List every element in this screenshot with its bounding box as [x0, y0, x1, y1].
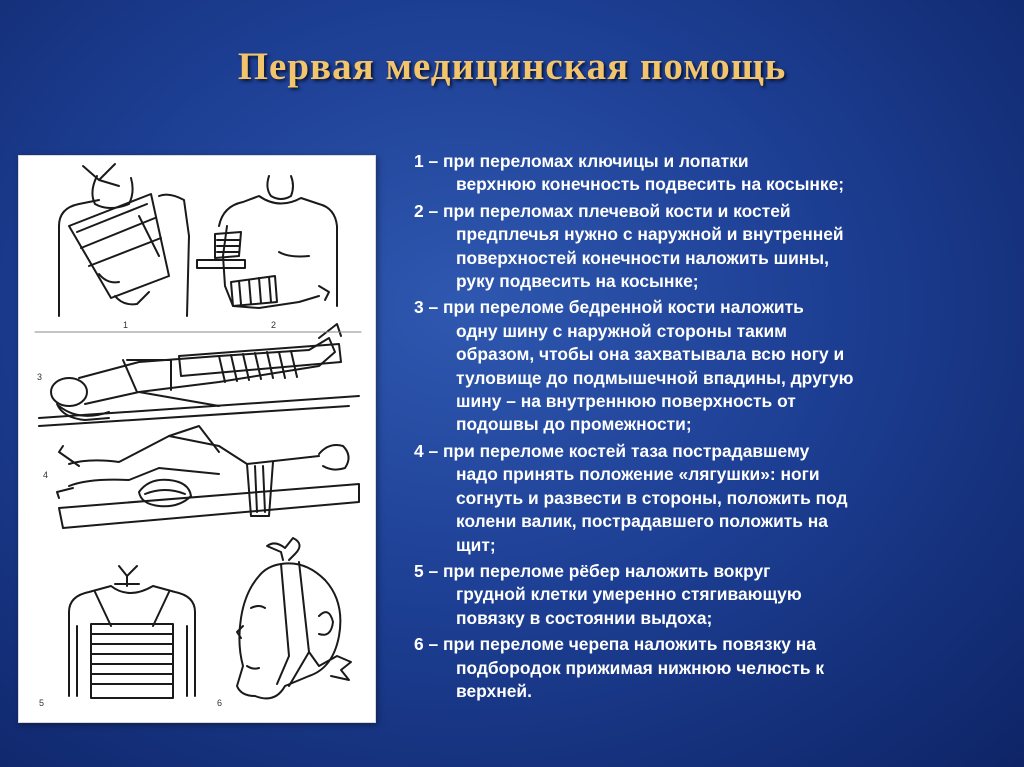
panel-label-5: 5: [39, 698, 45, 708]
instruction-line: руку подвесить на косынке;: [456, 271, 699, 292]
instruction-line: одну шину с наружной стороны таким: [456, 320, 788, 341]
slide-title: Первая медицинская помощь: [237, 45, 787, 88]
instruction-line: 1 – при переломах ключицы и лопатки: [414, 151, 749, 171]
instruction-line: 4 – при переломе костей таза пострадавшему: [414, 440, 810, 461]
instruction-line: туловище до подмышечной впадины, другую: [456, 367, 854, 388]
instruction-item-3: [414, 296, 1010, 436]
instruction-line: подошвы до промежности;: [456, 414, 692, 435]
first-aid-illustration: [18, 155, 376, 723]
instructions-list: [414, 150, 1010, 706]
sling-figure: [59, 164, 189, 316]
instruction-line: предплечья нужно с наружной и внутренней: [456, 224, 844, 245]
panel-label-1: 1: [123, 320, 129, 330]
instruction-line: 3 – при переломе бедренной кости наложить: [414, 297, 804, 318]
instruction-line: подбородок прижимая нижнюю челюсть к: [456, 657, 825, 678]
rib-bandage-figure: [69, 566, 195, 698]
instruction-line: образом, чтобы она захватывала всю ногу и: [456, 344, 845, 365]
instruction-line: верхней.: [456, 680, 532, 701]
instruction-line: грудной клетки умеренно стягивающую: [456, 584, 802, 605]
instruction-item-1: [414, 150, 1010, 197]
pelvis-frog-position-figure: [57, 426, 359, 528]
instruction-line: 2 – при переломах плечевой кости и костей: [414, 200, 791, 221]
panel-label-3: 3: [37, 372, 43, 382]
instruction-line: повязку в состоянии выдоха;: [456, 607, 713, 628]
panel-label-4: 4: [43, 470, 49, 480]
instruction-line: надо принять положение «лягушки»: ноги: [456, 464, 820, 485]
instruction-line: согнуть и развести в стороны, положить под: [456, 487, 848, 508]
instruction-line: шину – на внутреннюю поверхность от: [456, 391, 796, 412]
panel-label-2: 2: [271, 320, 277, 330]
instruction-line: щит;: [456, 534, 496, 555]
femur-splint-figure: [39, 324, 359, 426]
instruction-line: поверхностей конечности наложить шины,: [456, 247, 829, 268]
arm-splint-figure: [197, 176, 337, 308]
instruction-item-5: [414, 560, 1010, 630]
instruction-item-4: [414, 440, 1010, 557]
skull-bandage-figure: [237, 538, 351, 698]
instruction-line: колени валик, пострадавшего положить на: [456, 511, 828, 532]
instruction-line: 6 – при переломе черепа наложить повязку на: [414, 634, 816, 655]
instruction-line: 5 – при переломе рёбер наложить вокруг: [414, 560, 771, 581]
instruction-item-6: [414, 633, 1010, 703]
instruction-item-2: [414, 200, 1010, 294]
instruction-line: верхнюю конечность подвесить на косынке;: [456, 174, 845, 195]
panel-label-6: 6: [217, 698, 223, 708]
